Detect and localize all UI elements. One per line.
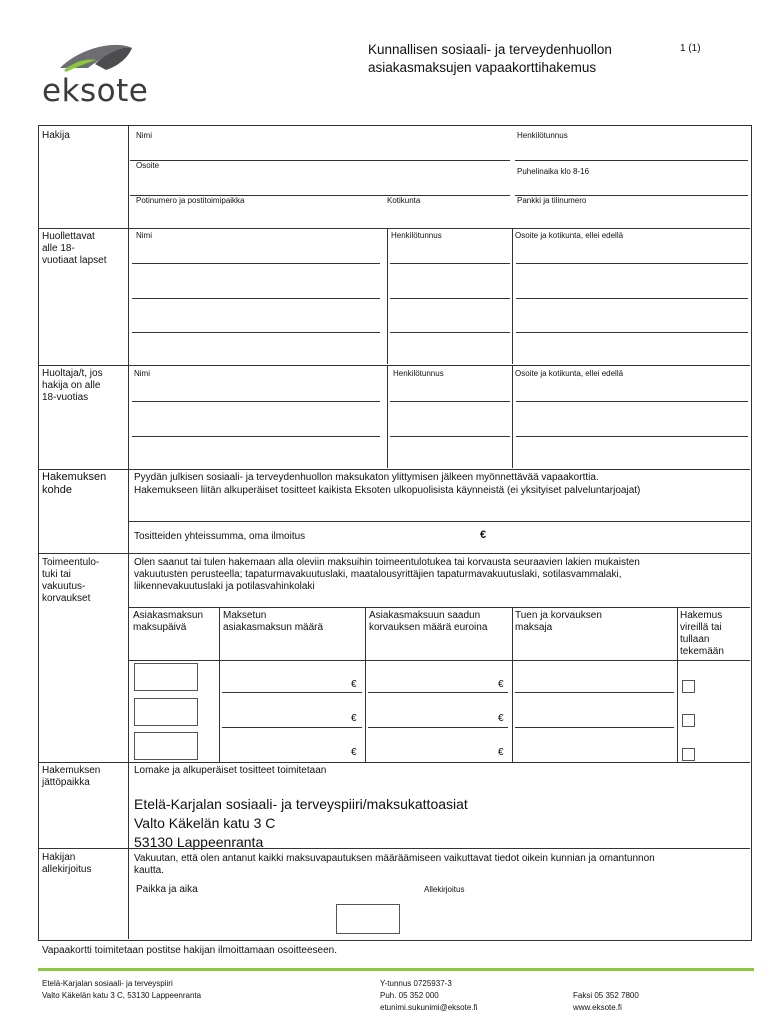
guardian-row-line	[132, 401, 380, 402]
footer-email[interactable]: etunimi.sukunimi@eksote.fi	[380, 1003, 478, 1012]
form-title-line1: Kunnallisen sosiaali- ja terveydenhuollon	[368, 42, 612, 57]
hakemus-checkbox[interactable]	[682, 748, 695, 761]
euro-sign: €	[351, 747, 357, 758]
euro-sign: €	[351, 679, 357, 690]
section-separator	[38, 365, 750, 366]
paikka-ja-aika-label: Paikka ja aika	[136, 884, 198, 895]
child-row-line	[516, 298, 748, 299]
hakija-osoite-label: Osoite	[136, 161, 160, 170]
toimeentulo-intro: Olen saanut tai tulen hakemaan alla oleviin maksuihin toimeentulotukea tai korvausta seuraavien lakien mukaisten vakuutusten perusteella; tapaturmavakuutuslaki, maatalousyrittäjien tapaturmavakuutuslaki, sotilasvammalaki, liikennevakuutuslaki ja potilasvahinkolaki	[134, 557, 640, 592]
euro-sign: €	[498, 679, 504, 690]
hakija-henkilotunnus-label: Henkilötunnus	[517, 131, 568, 140]
section-separator	[38, 469, 750, 470]
signature-field[interactable]	[336, 904, 400, 934]
col-header-hakemus: Hakemus vireillä tai tullaan tekemään	[680, 610, 724, 657]
huollettavat-henkilotunnus-label: Henkilötunnus	[391, 231, 442, 240]
section-label-toimeentulo: Toimeentulo- tuki tai vakuutus- korvaukset	[42, 557, 100, 604]
guardian-row-line	[390, 401, 510, 402]
huoltaja-nimi-label: Nimi	[134, 369, 150, 378]
child-row-line	[132, 263, 380, 264]
footer-faksi: Faksi 05 352 7800	[573, 991, 639, 1000]
child-row-line	[390, 263, 510, 264]
kohde-text-line1: Pyydän julkisen sosiaali- ja terveydenhuollon maksukaton ylittymisen jälkeen myönnettävää vapaakorttia.	[134, 472, 599, 483]
kohde-text-line2: Hakemukseen liitän alkuperäiset tositteet kaikista Eksoten ulkopuolisista käynneistä (ei yksityiset palveluntarjoajat)	[134, 485, 641, 496]
section-separator	[38, 762, 750, 763]
hakija-row-line	[130, 160, 510, 161]
guardian-row-line	[516, 436, 748, 437]
footer-web[interactable]: www.eksote.fi	[573, 1003, 622, 1012]
tositteet-label: Tositteiden yhteissumma, oma ilmoitus	[134, 531, 306, 542]
child-row-line	[516, 332, 748, 333]
child-row-line	[390, 298, 510, 299]
footer-ytunnus: Y-tunnus 0725937-3	[380, 979, 452, 988]
vakuutus-text: Vakuutan, että olen antanut kaikki maksuvapautuksen määräämiseen vaikuttavat tiedot oikein kunnian ja omantunnon kautta.	[134, 853, 655, 876]
hakija-row-line	[515, 160, 748, 161]
footer-street: Valto Käkelän katu 3 C, 53130 Lappeenranta	[42, 991, 202, 1000]
euro-sign: €	[498, 747, 504, 758]
section-label-jattopaikka: Hakemuksen jättöpaikka	[42, 765, 101, 788]
huoltaja-osoite-label: Osoite ja kotikunta, ellei edellä	[515, 369, 624, 378]
footer-org: Etelä-Karjalan sosiaali- ja terveyspiiri	[42, 979, 173, 988]
hakija-postinumero-label: Potinumero ja postitoimipaikka	[136, 196, 245, 205]
guardian-row-line	[516, 401, 748, 402]
footer-green-rule	[38, 968, 754, 971]
footer-puh: Puh. 05 352 000	[380, 991, 439, 1000]
jattopaikka-address: Etelä-Karjalan sosiaali- ja terveyspiiri/maksukattoasiat Valto Käkelän katu 3 C 53130 Lappeenranta	[134, 796, 468, 850]
section-separator	[38, 228, 750, 229]
eksote-logo	[40, 40, 160, 112]
date-input[interactable]	[134, 663, 198, 691]
guardian-row-line	[390, 436, 510, 437]
col-header-korvaus: Asiakasmaksuun saadun korvauksen määrä euroina	[369, 610, 488, 633]
child-row-line	[132, 298, 380, 299]
allekirjoitus-label: Allekirjoitus	[424, 885, 465, 894]
date-input[interactable]	[134, 732, 198, 760]
hakija-puhelinaika-label: Puhelinaika klo 8-16	[517, 167, 590, 176]
col-header-maksupaiva: Asiakasmaksun maksupäivä	[133, 610, 204, 633]
section-separator	[38, 553, 750, 554]
child-row-line	[390, 332, 510, 333]
brand-name: eksote	[42, 73, 149, 109]
tositteet-euro: €	[480, 529, 487, 541]
section-label-allekirjoitus: Hakijan allekirjoitus	[42, 852, 92, 875]
euro-sign: €	[351, 713, 357, 724]
hakija-nimi-label: Nimi	[136, 131, 152, 140]
section-separator	[38, 848, 750, 849]
huollettavat-osoite-label: Osoite ja kotikunta, ellei edellä	[515, 231, 624, 240]
label-column-divider	[128, 125, 129, 939]
delivery-note: Vapaakortti toimitetaan postitse hakijan ilmoittamaan osoitteeseen.	[42, 945, 337, 956]
section-label-kohde: Hakemuksen kohde	[42, 471, 107, 496]
col-header-maksettu: Maksetun asiakasmaksun määrä	[223, 610, 324, 633]
section-label-hakija: Hakija	[42, 130, 70, 141]
child-row-line	[132, 332, 380, 333]
col-header-maksaja: Tuen ja korvauksen maksaja	[515, 610, 602, 633]
euro-sign: €	[498, 713, 504, 724]
form-title-line2: asiakasmaksujen vapaakorttihakemus	[368, 60, 597, 75]
huoltaja-henkilotunnus-label: Henkilötunnus	[393, 369, 444, 378]
date-input[interactable]	[134, 698, 198, 726]
huollettavat-nimi-label: Nimi	[136, 231, 152, 240]
hakemus-checkbox[interactable]	[682, 714, 695, 727]
child-row-line	[516, 263, 748, 264]
jattopaikka-intro: Lomake ja alkuperäiset tositteet toimitetaan	[134, 765, 327, 776]
hakija-pankki-label: Pankki ja tilinumero	[517, 196, 587, 205]
section-label-huoltaja: Huoltaja/t, jos hakija on alle 18-vuotias	[42, 368, 103, 403]
guardian-row-line	[132, 436, 380, 437]
hakemus-checkbox[interactable]	[682, 680, 695, 693]
hakija-kotikunta-label: Kotikunta	[387, 196, 421, 205]
page-number: 1 (1)	[680, 43, 701, 54]
section-label-huollettavat: Huollettavat alle 18- vuotiaat lapset	[42, 231, 107, 266]
